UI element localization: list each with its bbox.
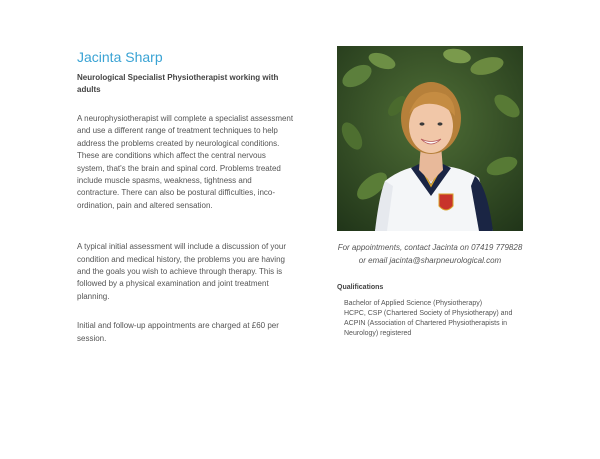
qualification-item: HCPC, CSP (Chartered Society of Physiotherapy) and ACPIN (Association of Chartered Physiotherapists in Neurology) registered: [344, 310, 513, 337]
qualification-item: Bachelor of Applied Science (Physiotherapy): [344, 300, 483, 307]
portrait-photo-icon: [337, 46, 523, 231]
qualifications-heading: Qualifications: [337, 284, 384, 291]
page-subtitle: Neurological Specialist Physiotherapist working with adults: [77, 73, 279, 94]
page-title: Jacinta Sharp: [77, 49, 163, 65]
portrait-photo: [337, 46, 523, 231]
appointment-contact: For appointments, contact Jacinta on 07419 779828 or email jacinta@sharpneurological.com: [337, 243, 523, 265]
assessment-paragraph: A typical initial assessment will include a discussion of your condition and medical history, the problems you are having and the goals you wish to achieve through therapy. This is followed by a physical examination and joint treatment planning.: [77, 242, 286, 301]
qualifications-list: [344, 299, 523, 339]
intro-paragraph: A neurophysiotherapist will complete a specialist assessment and use a different range of treatment techniques to help address the problems created by neurological conditions. These are conditions which affect the central nervous system, that's the brain and spinal cord. Problems treated include muscle spasms, weakness, tightness and contracture. There can also be postural difficulties, inco-ordination, pain and altered sensation.: [77, 114, 294, 210]
pricing-paragraph: Initial and follow-up appointments are charged at £60 per session.: [77, 321, 279, 343]
sidebar: [337, 46, 523, 339]
main-content: [77, 48, 295, 345]
